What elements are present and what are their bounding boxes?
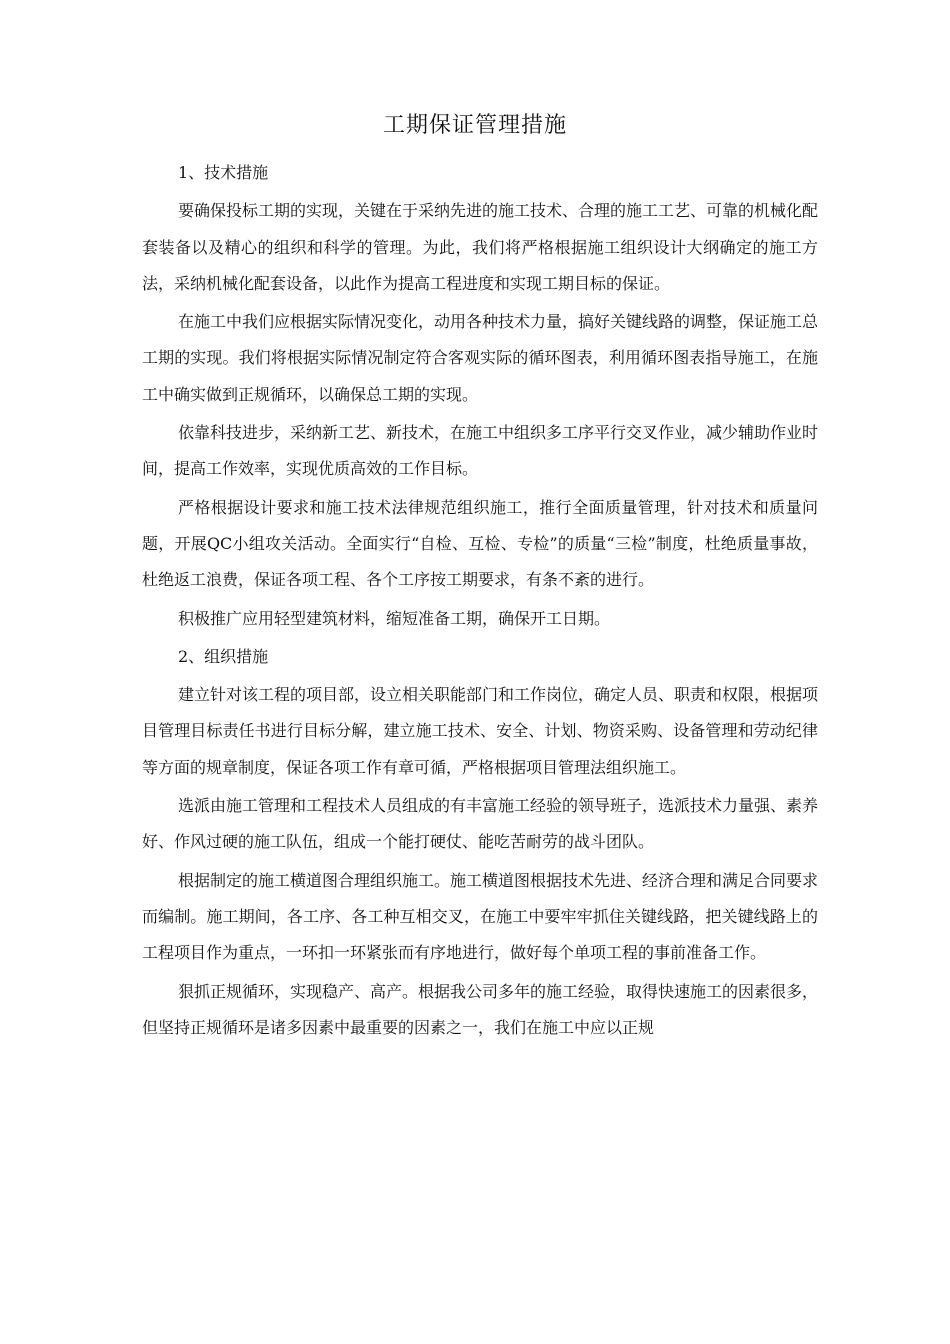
paragraph: 依靠科技进步，采纳新工艺、新技术，在施工中组织多工序平行交叉作业，减少辅助作业时间，提高工作效率，实现优质高效的工作目标。 [142,423,819,479]
paragraph: 根据制定的施工横道图合理组织施工。施工横道图根据技术先进、经济合理和满足合同要求而编制。施工期间，各工序、各工种互相交叉，在施工中要牢牢抓住关键线路，把关键线路上的工程项目作为重点，一环扣一环紧张而有序地进行，做好每个单项工程的事前准备工作。 [142,870,819,963]
paragraph: 积极推广应用轻型建筑材料，缩短准备工期，确保开工日期。 [178,608,611,628]
document-title: 工期保证管理措施 [382,113,567,138]
section-heading-technical: 1、技术措施 [178,163,269,182]
paragraph: 在施工中我们应根据实际情况变化，动用各种技术力量，搞好关键线路的调整，保证施工总工期的实现。我们将根据实际情况制定符合客观实际的循环图表，利用循环图表指导施工，在施工中确实做到正规循环，以确保总工期的实现。 [142,312,819,404]
paragraph: 选派由施工管理和工程技术人员组成的有丰富施工经验的领导班子，选派技术力量强、素养好、作风过硬的施工队伍，组成一个能打硬仗、能吃苦耐劳的战斗团队。 [142,796,819,852]
document-body [142,155,818,1048]
paragraph: 严格根据设计要求和施工技术法律规范组织施工，推行全面质量管理，针对技术和质量问题，开展QC小组攻关活动。全面实行“自检、互检、专检”的质量“三检”制度，杜绝质量事故，杜绝返工浪费，保证各项工程、各个工序按工期要求，有条不紊的进行。 [142,497,818,590]
paragraph: 要确保投标工期的实现，关键在于采纳先进的施工技术、合理的施工工艺、可靠的机械化配套装备以及精心的组织和科学的管理。为此，我们将严格根据施工组织设计大纲确定的施工方法，采纳机械化配套设备，以此作为提高工程进度和实现工期目标的保证。 [142,201,819,293]
section-heading-organization: 2、组织措施 [178,646,269,666]
paragraph: 建立针对该工程的项目部，设立相关职能部门和工作岗位，确定人员、职责和权限，根据项目管理目标责任书进行目标分解，建立施工技术、安全、计划、物资采购、设备管理和劳动纪律等方面的规章制度，保证各项工作有章可循，严格根据项目管理法组织施工。 [142,685,819,777]
paragraph: 狠抓正规循环，实现稳产、高产。根据我公司多年的施工经验，取得快速施工的因素很多，但坚持正规循环是诸多因素中最重要的因素之一，我们在施工中应以正规 [142,981,819,1037]
